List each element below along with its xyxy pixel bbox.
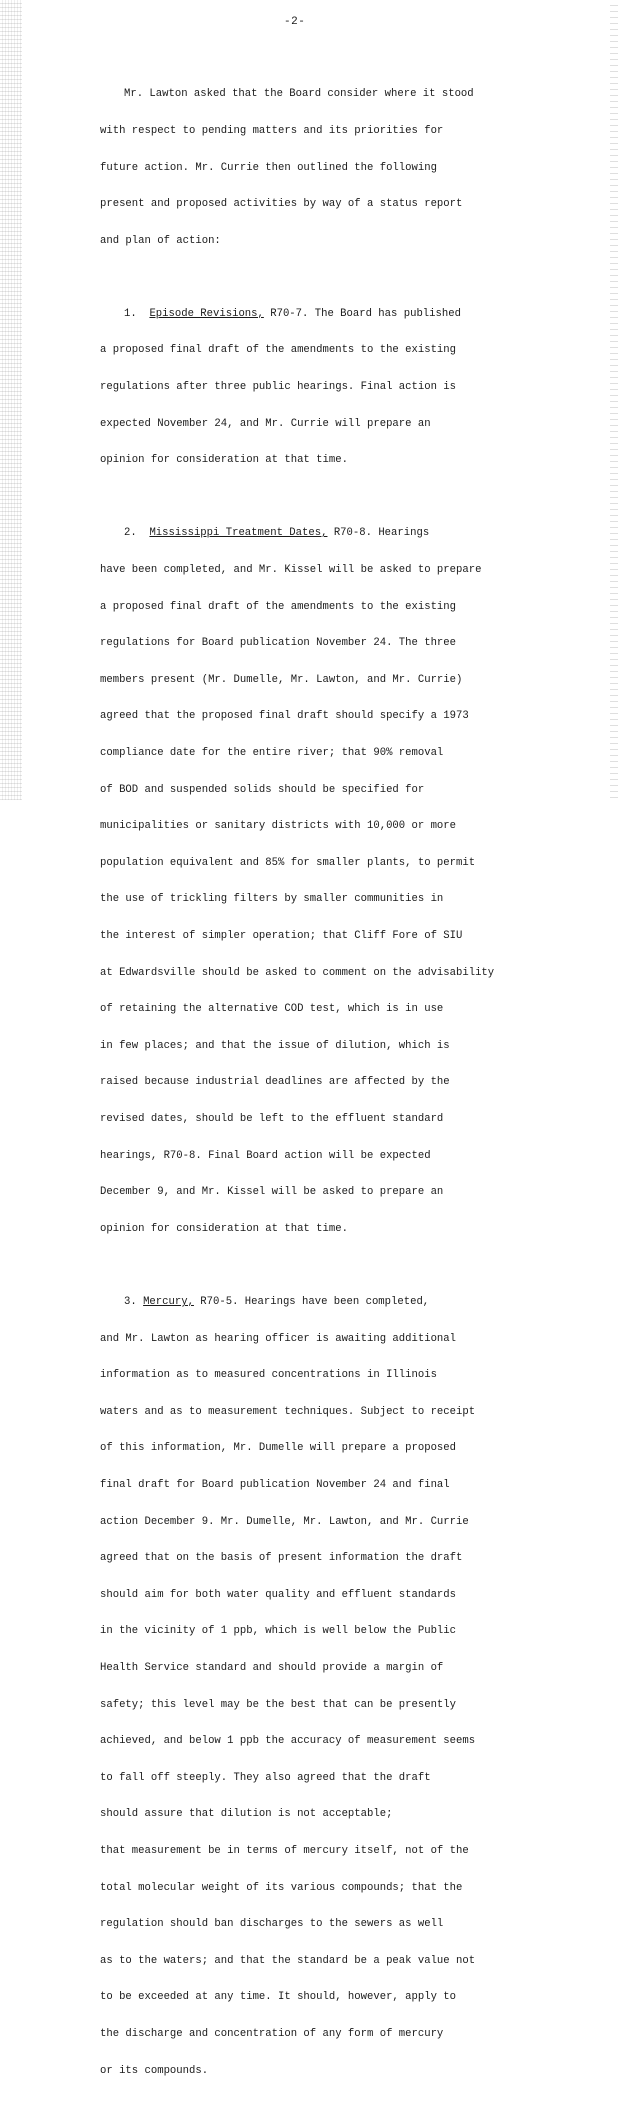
- text-line: agreed that the proposed final draft should specify a 1973: [100, 710, 469, 723]
- text-line: of retaining the alternative COD test, which is in use: [100, 1003, 444, 1016]
- text-line: with respect to pending matters and its priorities for: [100, 125, 444, 138]
- text-line: action December 9. Mr. Dumelle, Mr. Lawton, and Mr. Currie: [100, 1515, 469, 1528]
- text-line: have been completed, and Mr. Kissel will be asked to prepare: [100, 563, 482, 576]
- text-line: population equivalent and 85% for smaller plants, to permit: [100, 856, 476, 869]
- text-line: regulations after three public hearings. Final action is: [100, 381, 457, 394]
- text-line: a proposed final draft of the amendments to the existing: [100, 344, 457, 357]
- text-line: a proposed final draft of the amendments to the existing: [100, 600, 457, 613]
- text-line: expected November 24, and Mr. Currie will prepare an: [100, 417, 431, 430]
- text-line: present and proposed activities by way of a status report: [100, 198, 463, 211]
- item-number: 2.: [124, 527, 137, 540]
- item-heading-rest: R70-5. Hearings have been completed,: [200, 1295, 430, 1308]
- text-line: hearings, R70-8. Final Board action will be expected: [100, 1149, 431, 1162]
- text-line: agreed that on the basis of present information the draft: [100, 1552, 463, 1565]
- item-heading-rest: R70-7. The Board has published: [270, 307, 461, 320]
- text-line: opinion for consideration at that time.: [100, 454, 348, 467]
- text-line: to fall off steeply. They also agreed that the draft: [100, 1771, 431, 1784]
- text-line: compliance date for the entire river; that 90% removal: [100, 746, 444, 759]
- text-line: final draft for Board publication November 24 and final: [100, 1478, 450, 1491]
- text-line: the interest of simpler operation; that Cliff Fore of SIU: [100, 930, 463, 943]
- text-line: opinion for consideration at that time.: [100, 1222, 348, 1235]
- text-line: the use of trickling filters by smaller communities in: [100, 893, 444, 906]
- item-title: Mississippi Treatment Dates,: [149, 527, 328, 540]
- text-line: in few places; and that the issue of dilution, which is: [100, 1039, 450, 1052]
- text-line: revised dates, should be left to the effluent standard: [100, 1113, 444, 1126]
- text-line: municipalities or sanitary districts with 10,000 or more: [100, 820, 457, 833]
- document-body: [100, 64, 562, 2113]
- text-line: of BOD and suspended solids should be specified for: [100, 783, 425, 796]
- item-episode-revisions: [100, 283, 562, 490]
- text-line: Mr. Lawton asked that the Board consider where it stood: [124, 88, 474, 101]
- text-line: of this information, Mr. Dumelle will prepare a proposed: [100, 1442, 457, 1455]
- text-line: or its compounds.: [100, 2064, 209, 2077]
- scan-edge-right: [610, 0, 618, 800]
- text-line: at Edwardsville should be asked to comment on the advisability: [100, 966, 495, 979]
- text-line: achieved, and below 1 ppb the accuracy of measurement seems: [100, 1735, 476, 1748]
- text-line: and Mr. Lawton as hearing officer is awaiting additional: [100, 1332, 457, 1345]
- text-line: the discharge and concentration of any form of mercury: [100, 2028, 444, 2041]
- item-title: Episode Revisions,: [149, 307, 264, 320]
- text-line: total molecular weight of its various compounds; that the: [100, 1881, 463, 1894]
- text-line: regulation should ban discharges to the sewers as well: [100, 1918, 444, 1931]
- scan-edge-left: [0, 0, 22, 800]
- item-heading-line: [100, 308, 562, 320]
- text-line: in the vicinity of 1 ppb, which is well below the Public: [100, 1625, 457, 1638]
- item-heading-rest: R70-8. Hearings: [333, 527, 430, 540]
- intro-paragraph: [100, 64, 562, 271]
- text-line: as to the waters; and that the standard be a peak value not: [100, 1954, 476, 1967]
- text-line: that measurement be in terms of mercury itself, not of the: [100, 1845, 469, 1858]
- text-line: to be exceeded at any time. It should, however, apply to: [100, 1991, 457, 2004]
- text-line: Health Service standard and should provide a margin of: [100, 1662, 444, 1674]
- item-mercury: [100, 1272, 562, 2102]
- item-heading-line: [100, 1296, 562, 1308]
- text-line: members present (Mr. Dumelle, Mr. Lawton, and Mr. Currie): [100, 673, 463, 686]
- text-line: safety; this level may be the best that can be presently: [100, 1698, 457, 1711]
- text-line: should assure that dilution is not acceptable;: [100, 1808, 393, 1821]
- item-number: 1.: [124, 307, 137, 320]
- text-line: and plan of action:: [100, 234, 221, 247]
- text-line: raised because industrial deadlines are affected by the: [100, 1076, 450, 1089]
- text-line: information as to measured concentrations in Illinois: [100, 1369, 437, 1382]
- text-line: waters and as to measurement techniques. Subject to receipt: [100, 1405, 476, 1418]
- text-line: future action. Mr. Currie then outlined the following: [100, 161, 437, 174]
- text-line: regulations for Board publication November 24. The three: [100, 637, 457, 650]
- text-line: December 9, and Mr. Kissel will be asked to prepare an: [100, 1186, 444, 1199]
- text-line: should aim for both water quality and effluent standards: [100, 1588, 457, 1601]
- item-number: 3.: [124, 1295, 137, 1308]
- item-heading-line: [100, 527, 562, 539]
- item-mississippi-treatment-dates: [100, 503, 562, 1260]
- page-number: -2-: [284, 16, 306, 28]
- item-title: Mercury,: [143, 1295, 194, 1308]
